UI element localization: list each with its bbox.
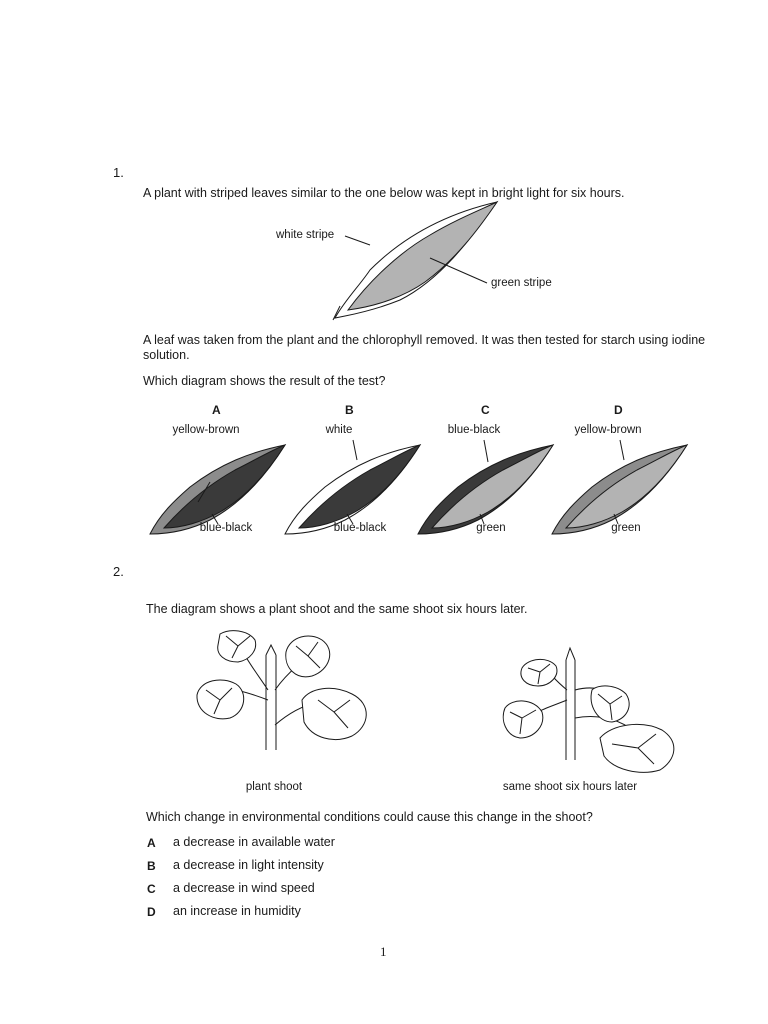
option-d-letter: D xyxy=(614,403,623,417)
answer-a-text: a decrease in available water xyxy=(173,835,335,849)
option-a-letter: A xyxy=(212,403,221,417)
answer-a-letter: A xyxy=(147,836,156,850)
label-green-stripe: green stripe xyxy=(491,277,552,289)
question-1-paragraph: A leaf was taken from the plant and the chlorophyll removed. It was then tested for starch using iodine solution. xyxy=(143,333,706,362)
option-c-bottom-label: green xyxy=(476,522,506,534)
option-d-top-label: yellow-brown xyxy=(574,424,642,436)
answer-b-letter: B xyxy=(147,859,156,873)
question-2-number: 2. xyxy=(113,564,124,579)
page-number: 1 xyxy=(380,944,387,959)
answer-d-text: an increase in humidity xyxy=(173,904,301,918)
question-1-intro: A plant with striped leaves similar to the one below was kept in bright light for six hours. xyxy=(143,186,625,200)
question-1-number: 1. xyxy=(113,165,124,180)
option-c-top-label: blue-black xyxy=(447,424,501,436)
option-c-letter: C xyxy=(481,403,490,417)
answer-c-letter: C xyxy=(147,882,156,896)
question-2-question: Which change in environmental conditions could cause this change in the shoot? xyxy=(146,810,593,824)
answer-b-text: a decrease in light intensity xyxy=(173,858,324,872)
caption-plant-shoot: plant shoot xyxy=(245,781,303,793)
option-b-bottom-label: blue-black xyxy=(333,522,387,534)
answer-c-text: a decrease in wind speed xyxy=(173,881,315,895)
label-white-stripe: white stripe xyxy=(276,229,335,241)
option-a-bottom-label: blue-black xyxy=(199,522,253,534)
question-1-question: Which diagram shows the result of the test? xyxy=(143,374,386,388)
option-d-bottom-label: green xyxy=(611,522,641,534)
option-b-letter: B xyxy=(345,403,354,417)
caption-shoot-later: same shoot six hours later xyxy=(502,781,638,793)
question-2-intro: The diagram shows a plant shoot and the same shoot six hours later. xyxy=(146,602,528,616)
answer-d-letter: D xyxy=(147,905,156,919)
option-a-top-label: yellow-brown xyxy=(172,424,240,436)
option-b-top-label: white xyxy=(325,424,353,436)
